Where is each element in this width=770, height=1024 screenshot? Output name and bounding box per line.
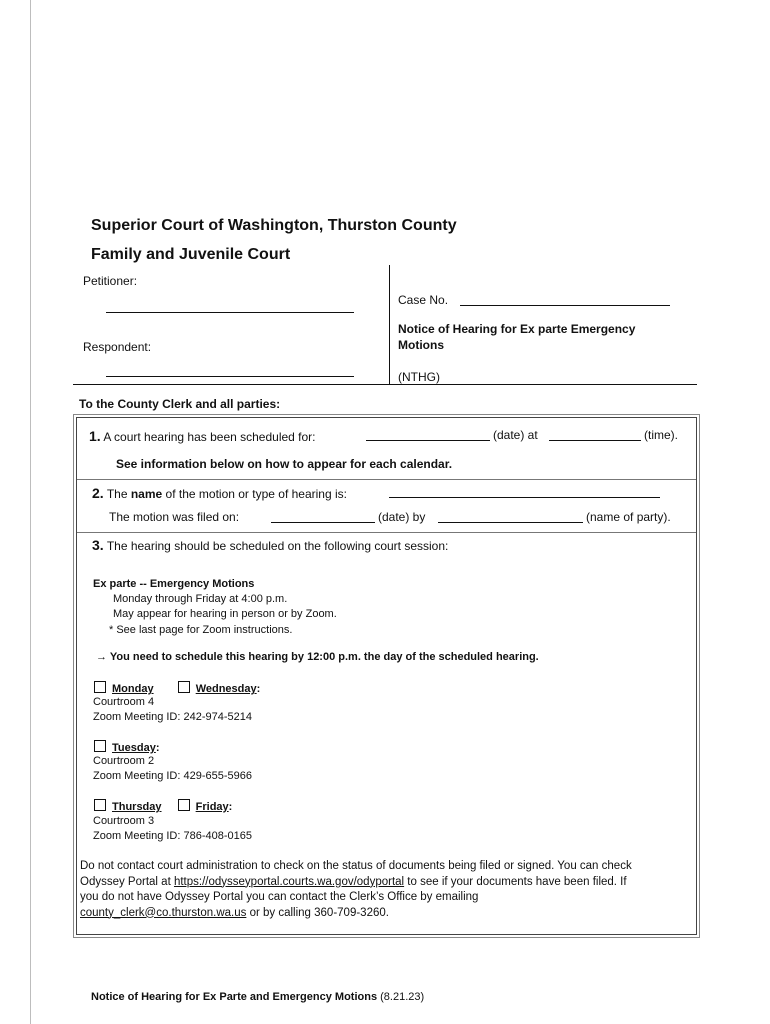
wednesday-checkbox[interactable] <box>178 681 190 693</box>
footer-title: Notice of Hearing for Ex Parte and Emergency Motions <box>91 991 378 1003</box>
status-notice-paragraph <box>80 859 692 921</box>
case-number-line[interactable] <box>460 305 670 306</box>
party-name-line[interactable] <box>438 522 583 523</box>
deadline-notice <box>96 651 539 663</box>
thursday-label: Thursday <box>112 801 162 813</box>
name-of-party-label: (name of party). <box>586 510 671 524</box>
section-3-text: The hearing should be scheduled on the following court session: <box>106 539 449 553</box>
hearing-time-line[interactable] <box>549 440 641 441</box>
form-code: (NTHG) <box>398 370 440 384</box>
group-2-courtroom: Courtroom 2 <box>93 755 155 767</box>
court-title: Superior Court of Washington, Thurston County <box>91 217 457 234</box>
group-3-colon: : <box>228 801 233 813</box>
tuesday-checkbox[interactable] <box>94 740 106 752</box>
notice-line-2-pre: Odyssey Portal at <box>80 875 171 888</box>
notice-line-4 <box>80 906 692 922</box>
notice-line-3: you do not have Odyssey Portal you can contact the Clerk’s Office by emailing <box>80 891 479 903</box>
footer-version: (8.21.23) <box>380 991 425 1003</box>
notice-line-2-post: to see if your documents have been filed. If <box>407 875 627 888</box>
hearing-date-line[interactable] <box>366 440 490 441</box>
group-3-courtroom: Courtroom 3 <box>93 815 155 827</box>
respondent-line[interactable] <box>106 376 354 377</box>
caption-divider <box>389 265 390 385</box>
caption-bottom-rule <box>73 384 697 385</box>
calendar-line-3: * See last page for Zoom instructions. <box>109 624 293 636</box>
motion-name-line[interactable] <box>389 497 660 498</box>
section-3 <box>92 537 448 553</box>
friday-checkbox[interactable] <box>178 799 190 811</box>
group-1-days <box>94 681 260 695</box>
clerk-email-link[interactable]: county_clerk@co.thurston.wa.us <box>80 906 247 919</box>
calendar-line-1: Monday through Friday at 4:00 p.m. <box>113 593 288 605</box>
notice-line-4-post: or by calling 360-709-3260. <box>249 906 389 919</box>
calendar-title: Ex parte -- Emergency Motions <box>93 578 255 590</box>
section-2-text-post: of the motion or type of hearing is: <box>165 487 347 501</box>
deadline-text: You need to schedule this hearing by 12:00 p.m. the day of the scheduled hearing. <box>109 651 539 663</box>
court-division: Family and Juvenile Court <box>91 246 291 263</box>
wednesday-label: Wednesday <box>195 683 257 695</box>
group-2-zoom-id: Zoom Meeting ID: 429-655-5966 <box>93 770 252 782</box>
section-1-number: 1. <box>89 428 101 444</box>
section-2 <box>92 485 347 501</box>
petitioner-line[interactable] <box>106 312 354 313</box>
section-separator-2 <box>77 532 696 533</box>
to-line: To the County Clerk and all parties: <box>79 397 281 411</box>
odyssey-portal-link[interactable]: https://odysseyportal.courts.wa.gov/odyportal <box>173 875 405 888</box>
group-1-courtroom: Courtroom 4 <box>93 696 155 708</box>
group-1-colon: : <box>256 683 261 695</box>
group-2-days <box>94 740 159 754</box>
monday-checkbox[interactable] <box>94 681 106 693</box>
section-2-text-pre: The <box>106 487 128 501</box>
filed-on-label: The motion was filed on: <box>109 510 240 524</box>
filed-date-line[interactable] <box>271 522 375 523</box>
group-3-days <box>94 799 232 813</box>
case-number-label: Case No. <box>398 293 449 307</box>
section-3-number: 3. <box>92 537 104 553</box>
thursday-checkbox[interactable] <box>94 799 106 811</box>
tuesday-label: Tuesday <box>112 742 156 754</box>
notice-line-2 <box>80 875 692 891</box>
footer <box>91 991 424 1003</box>
section-1 <box>89 428 316 444</box>
section-1-note: See information below on how to appear for each calendar. <box>116 457 453 471</box>
group-3-zoom-id: Zoom Meeting ID: 786-408-0165 <box>93 830 252 842</box>
date-at-label: (date) at <box>493 428 538 442</box>
date-by-label: (date) by <box>378 510 426 524</box>
arrow-right-icon: → <box>96 651 107 663</box>
friday-label: Friday <box>195 801 229 813</box>
monday-label: Monday <box>112 683 154 695</box>
calendar-line-2: May appear for hearing in person or by Zoom. <box>113 608 337 620</box>
petitioner-label: Petitioner: <box>83 274 138 288</box>
section-1-text: A court hearing has been scheduled for: <box>103 430 316 444</box>
notice-title-line2: Motions <box>398 338 444 352</box>
notice-title-line1: Notice of Hearing for Ex parte Emergency <box>398 322 636 336</box>
page-margin-rule <box>30 0 31 1024</box>
section-2-text-bold: name <box>130 487 163 501</box>
respondent-label: Respondent: <box>83 340 152 354</box>
notice-line-1: Do not contact court administration to check on the status of documents being filed or signed. You can check <box>80 860 632 872</box>
section-2-number: 2. <box>92 485 104 501</box>
time-label: (time). <box>644 428 678 442</box>
group-2-colon: : <box>155 742 160 754</box>
section-separator-1 <box>77 479 696 480</box>
group-1-zoom-id: Zoom Meeting ID: 242-974-5214 <box>93 711 252 723</box>
